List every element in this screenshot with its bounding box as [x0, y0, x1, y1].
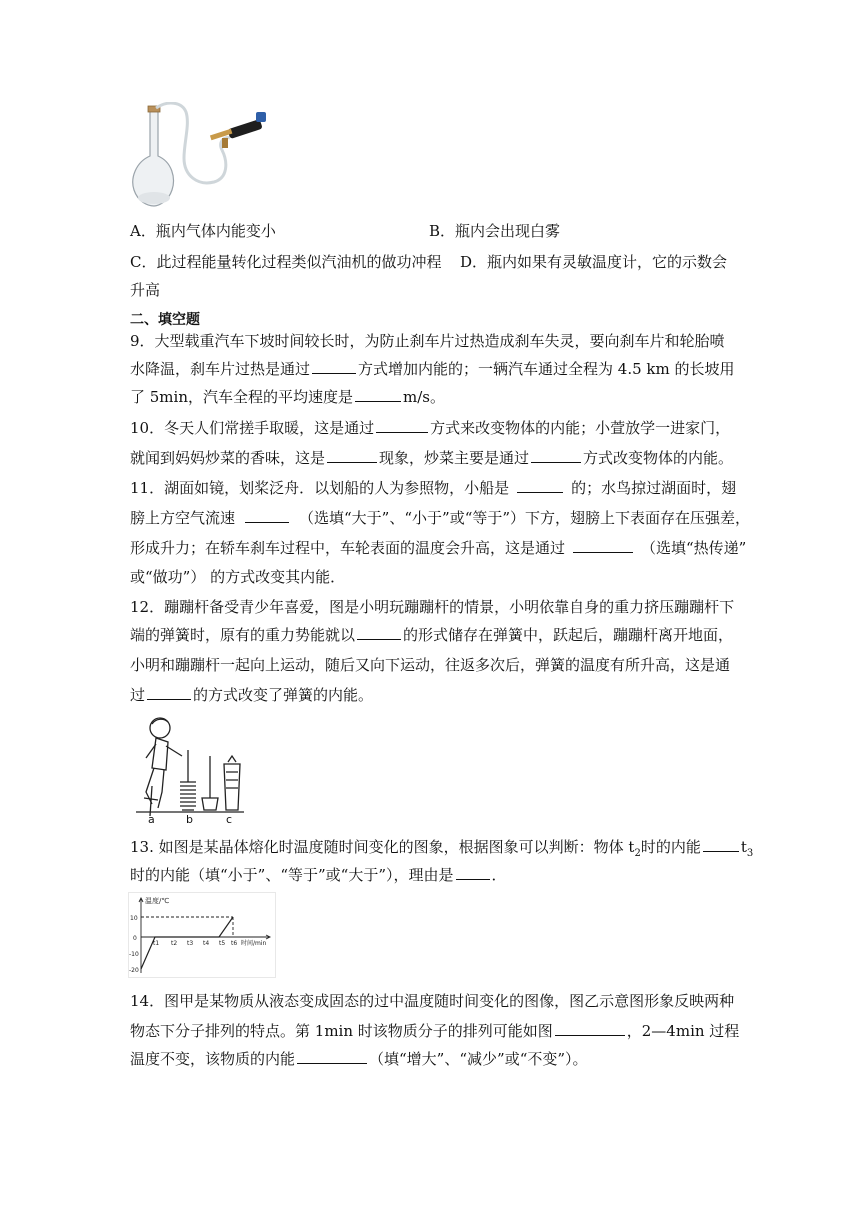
graph-xtick: t3	[187, 940, 194, 947]
q11-text-1b: 的；水鸟掠过湖面时，翅	[571, 479, 737, 497]
q12-text-4a: 过	[130, 686, 146, 704]
q10-text-1a: 10．冬天人们常搓手取暖，这是通过	[130, 419, 375, 437]
q11-line-1	[130, 477, 736, 499]
q9-text-2b: 方式增加内能的；一辆汽车通过全程为 4.5 km 的长坡用	[358, 360, 735, 378]
answer-blank[interactable]	[355, 387, 401, 402]
q11-text-3b: （选填“热传递”	[641, 539, 747, 557]
q8-option-c	[130, 251, 441, 273]
graph-xtick: t2	[171, 940, 178, 947]
answer-blank[interactable]	[376, 418, 428, 433]
q11-text-2b: （选填“大于”、“小于”或“等于”）下方，翅膀上下表面存在压强差，	[299, 509, 751, 527]
q12-line-3	[130, 654, 730, 676]
q14-line-3	[130, 1048, 588, 1070]
q14-text-3b: （填“增大”、“减少”或“不变”）。	[369, 1050, 588, 1068]
q13-text-2a: 时的内能（填“小于”、“等于”或“大于”），理由是	[130, 866, 454, 884]
answer-blank[interactable]	[573, 538, 633, 553]
q8-option-a-text: A．瓶内气体内能变小	[130, 222, 276, 240]
q12-line-2	[130, 624, 733, 646]
q10-line-1	[130, 417, 730, 439]
q11-text-1a: 11．湖面如镜，划桨泛舟．以划船的人为参照物，小船是	[130, 479, 510, 497]
answer-blank[interactable]	[357, 625, 401, 640]
q14-line-2	[130, 1020, 739, 1042]
q13-text-1a: 13. 如图是某晶体熔化时温度随时间变化的图象，根据图象可以判断：物体 t	[130, 838, 635, 856]
q11-text-2a: 膀上方空气流速	[130, 509, 236, 527]
figure-label-c: c	[226, 813, 233, 826]
q11-text-4: 或“做功”） 的方式改变其内能．	[130, 568, 346, 586]
answer-blank[interactable]	[456, 865, 490, 880]
answer-blank[interactable]	[245, 508, 289, 523]
q9-text-2a: 水降温，刹车片过热是通过	[130, 360, 311, 378]
q13-subscript-2: 2	[634, 848, 641, 859]
q14-text-2a: 物态下分子排列的特点。第 1min 时该物质分子的排列可能如图	[130, 1022, 553, 1040]
q10-text-2b: 现象，炒菜主要是通过	[379, 449, 530, 467]
q11-line-3	[130, 537, 746, 559]
graph-ytick: -10	[129, 951, 139, 958]
q9-line-1	[130, 330, 725, 352]
graph-xtick: t6	[231, 940, 238, 947]
figure-label-b: b	[186, 813, 193, 826]
answer-blank[interactable]	[327, 448, 377, 463]
q10-text-2a: 就闻到妈妈炒菜的香味，这是	[130, 449, 326, 467]
answer-blank[interactable]	[147, 685, 191, 700]
figure-label-a: a	[148, 813, 155, 826]
q8-option-d	[460, 251, 727, 273]
melting-graph	[128, 892, 276, 978]
q8-option-d-cont-text: 升高	[130, 281, 161, 299]
q13-line-1	[130, 836, 753, 865]
q10-line-2	[130, 447, 733, 469]
q9-text-3b: m/s。	[403, 388, 445, 406]
q12-line-4	[130, 684, 373, 706]
graph-ytick: 0	[133, 935, 137, 942]
q12-text-3: 小明和蹦蹦杆一起向上运动，随后又向下运动，往返多次后，弹簧的温度有所升高，这是通	[130, 656, 731, 674]
q14-text-2b: ，2—4min 过程	[626, 1022, 740, 1040]
pogo-stick-figure	[130, 712, 250, 830]
answer-blank[interactable]	[703, 837, 739, 852]
graph-xtick: t4	[203, 940, 210, 947]
q11-text-3a: 形成升力；在轿车刹车过程中，车轮表面的温度会升高，这是通过	[130, 539, 566, 557]
graph-ytick: 10	[130, 915, 138, 922]
graph-xtick: t1	[153, 940, 160, 947]
answer-blank[interactable]	[297, 1049, 367, 1064]
answer-blank[interactable]	[517, 478, 563, 493]
flask-pump-figure	[128, 102, 278, 214]
q8-option-b	[429, 220, 560, 242]
q9-text-3a: 了 5min，汽车全程的平均速度是	[130, 388, 353, 406]
graph-ytick: -20	[129, 967, 139, 974]
q12-text-2b: 的形式储存在弹簧中，跃起后，蹦蹦杆离开地面，	[403, 626, 734, 644]
q9-line-3	[130, 386, 445, 408]
answer-blank[interactable]	[312, 359, 356, 374]
q13-subscript-3: 3	[746, 848, 754, 859]
q10-text-2c: 方式改变物体的内能。	[583, 449, 734, 467]
q13-text-2b: ．	[491, 866, 507, 884]
answer-blank[interactable]	[531, 448, 581, 463]
q11-line-4	[130, 566, 345, 588]
q13-text-1b: 时的内能	[640, 838, 701, 856]
q9-line-2	[130, 358, 735, 380]
q8-option-d-cont	[130, 279, 160, 301]
q8-option-b-text: B．瓶内会出现白雾	[429, 222, 561, 240]
q10-text-1b: 方式来改变物体的内能；小萱放学一进家门，	[430, 419, 731, 437]
graph-xtick: t5	[219, 940, 226, 947]
section-title-text: 二、填空题	[130, 312, 200, 328]
q13-line-2	[130, 864, 507, 886]
q8-option-d-text: D．瓶内如果有灵敏温度计，它的示数会	[460, 253, 728, 271]
q14-text-3a: 温度不变，该物质的内能	[130, 1050, 296, 1068]
q9-text-1: 9．大型载重汽车下坡时间较长时，为防止刹车片过热造成刹车失灵，要向刹车片和轮胎喷	[130, 332, 725, 350]
q13-text-1c: t	[740, 838, 747, 856]
q12-text-2a: 端的弹簧时，原有的重力势能就以	[130, 626, 356, 644]
section-title	[130, 309, 200, 331]
q14-line-1	[130, 990, 734, 1012]
q12-line-1	[130, 596, 734, 618]
q11-line-2	[130, 507, 750, 529]
graph-xlabel: 时间/min	[241, 940, 267, 947]
q8-option-a	[130, 220, 276, 242]
q14-text-1: 14．图甲是某物质从液态变成固态的过中温度随时间变化的图像，图乙示意图形象反映两种	[130, 992, 735, 1010]
answer-blank[interactable]	[555, 1021, 625, 1036]
graph-ylabel: 温度/℃	[145, 897, 170, 905]
q12-text-4b: 的方式改变了弹簧的内能。	[193, 686, 374, 704]
q8-option-c-text: C．此过程能量转化过程类似汽油机的做功冲程	[130, 253, 442, 271]
q12-text-1: 12．蹦蹦杆备受青少年喜爱，图是小明玩蹦蹦杆的情景，小明依靠自身的重力挤压蹦蹦杆下	[130, 598, 735, 616]
